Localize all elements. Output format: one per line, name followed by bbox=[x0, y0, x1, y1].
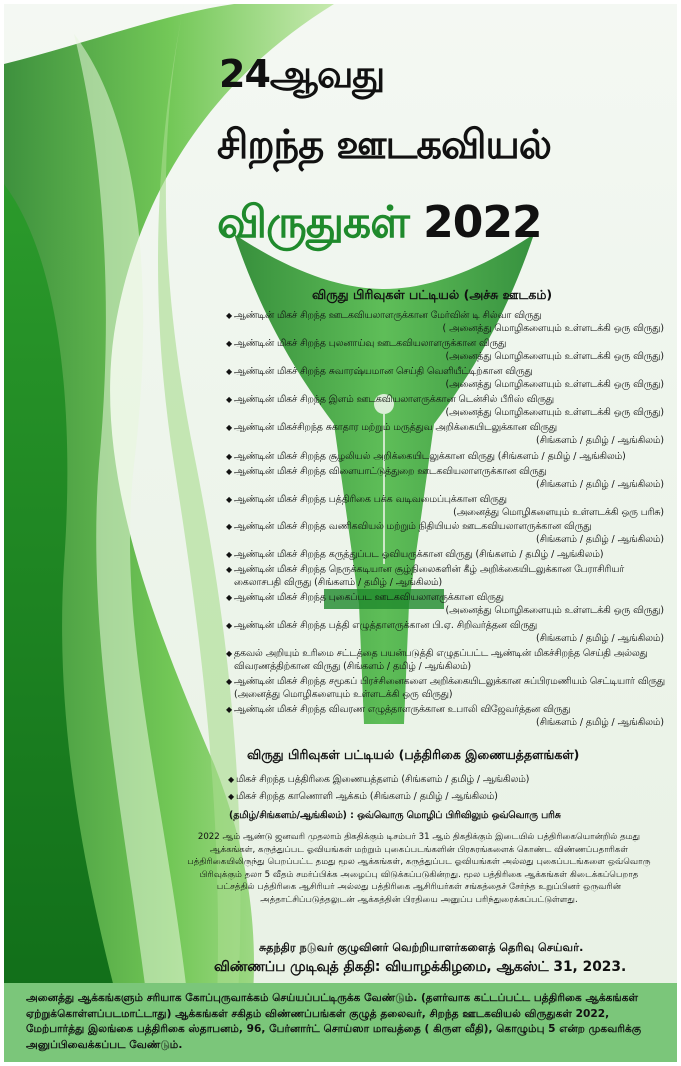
submission-paragraph: 2022 ஆம் ஆண்டு ஜனவரி முதலாம் திகதிக்கும் டிசம்பர் 31 ஆம் திகதிக்கும் இடையில் பத்திரிகையொன்றில் தமது ஆக்கங்கள், கருத்துப்பட ஓவியங்கள் மற்றும் புகைப்படங்களின் பிரசுரங்களைக் கொண்ட விண்ணப்பதாரிகள் பத்திரிகையிலிருந்து பெறப்பட்ட தமது மூல ஆக்கங்கள், கருத்துப்பட ஓவியங்கள் அல்லது புகைப்படங்களை ஒவ்வொரு பிரிவுக்கும் தலா 5 வீதம் சமர்ப்பிக்க அழைப்பு விடுக்கப்படுகின்றது. மூல பத்திரிகை ஆக்கங்கள் கிடைக்கப்பெறாத பட்சத்தில் பத்திரிகை ஆசிரியர் அல்லது பத்திரிகை ஆசிரியர்கள் சங்கத்தைச் சேர்ந்த உறுப்பினர் ஒருவரின் அத்தாட்சிப்படுத்தலுடன் ஆக்கத்தின் பிரதியை அனுப்ப பரிந்துரைக்கப்பட்டுள்ளது. bbox=[187, 832, 651, 905]
list-item: ◆ ஆண்டின் மிகச் சிறந்த பத்திரிகை பக்க வடிவமைப்புக்கான விருது (அனைத்து மொழிகளையும் உள்ளடக்கி ஒரு பரிசு) bbox=[226, 494, 664, 518]
list-item: ◆ ஆண்டின் மிகச் சிறந்த விளையாட்டுத்துறை ஊடகவியலாளருக்கான விருது (சிங்களம் / தமிழ் / ஆங்கிலம்) bbox=[226, 466, 664, 490]
list-item: ◆ தகவல் அறியும் உரிமை சட்டத்தை பயன்படுத்தி எழுதப்பட்ட ஆண்டின் மிகச்சிறந்த செய்தி அல்லது விவரணத்திற்கான விருது (சிங்களம் / தமிழ் / ஆங்கிலம்) bbox=[226, 648, 648, 672]
bullet-icon: ◆ bbox=[228, 792, 235, 801]
bullet-icon: ◆ bbox=[228, 775, 235, 784]
jury-statement: சுதந்திர நடுவர் குழுவினர் வெற்றியாளர்களைத் தெரிவு செய்வர். bbox=[259, 941, 584, 954]
list-item: ◆ ஆண்டின் மிகச் சிறந்த சூழலியல் அறிக்கையிடலுக்கான விருது (சிங்களம் / தமிழ் / ஆங்கிலம்) bbox=[226, 451, 626, 462]
print-media-heading: விருது பிரிவுகள் பட்டியல் (அச்சு ஊடகம்) bbox=[312, 287, 553, 302]
bullet-icon: ◆ bbox=[226, 649, 233, 658]
list-item: ◆ ஆண்டின் மிகச் சிறந்த நெருக்கடியான சூழ்நிலைகளின் கீழ் அறிக்கையிடலுக்கான பேராசிரியர் கைலாசபதி விருது (சிங்களம் / தமிழ் / ஆங்கிலம்) bbox=[226, 564, 625, 588]
bullet-icon: ◆ bbox=[226, 452, 233, 461]
list-item: ◆ ஆண்டின் மிகச் சிறந்த பத்தி எழுத்தாளருக்கான பி.ஏ. சிறிவர்த்தன விருது (சிங்களம் / தமிழ் / ஆங்கிலம்) bbox=[226, 620, 664, 644]
bullet-icon: ◆ bbox=[226, 550, 233, 559]
footer-banner bbox=[4, 983, 677, 1062]
list-item: ◆ மிகச் சிறந்த பத்திரிகை இணையத்தளம் (சிங்களம் / தமிழ் / ஆங்கிலம்) bbox=[228, 774, 530, 785]
bullet-icon: ◆ bbox=[226, 593, 233, 602]
bullet-icon: ◆ bbox=[226, 311, 233, 320]
list-item: ◆ ஆண்டின் மிகச் சிறந்த புலனாய்வு ஊடகவியலாளருக்கான விருது (அனைத்து மொழிகளையும் உள்ளடக்கி ஒரு விருது) bbox=[226, 338, 664, 362]
award-poster bbox=[4, 4, 677, 1062]
list-item: ◆ ஆண்டின் மிகச் சிறந்த புகைப்பட ஊடகவியலாளருக்கான விருது (அனைத்து மொழிகளையும் உள்ளடக்கி ஒரு விருது) bbox=[226, 592, 664, 616]
list-item: ◆ மிகச் சிறந்த காணொளி ஆக்கம் (சிங்களம் / தமிழ் / ஆங்கிலம்) bbox=[228, 791, 498, 802]
title-line-1: 24ஆவது bbox=[219, 52, 385, 96]
bullet-icon: ◆ bbox=[226, 705, 233, 714]
footer-text: அனைத்து ஆக்கங்களும் சரியாக கோப்புருவாக்கம் செய்யப்பட்டிருக்க வேண்டும். (தளர்வாக கட்டப்பட்ட பத்திரிகை ஆக்கங்கள் ஏற்றுக்கொள்ளப்படமாட்டாது) ஆக்கங்கள் சகிதம் விண்ணப்பங்கள் குழுத் தலைவர், சிறந்த ஊடகவியல் விருதுகள் 2022, மேற்பார்த்து இலங்கை பத்திரிகை ஸ்தாபனம், 96, பேர்னார்ட் சொய்ஸா மாவத்தை ( கிருள வீதி), கொழும்பு 5 என்ற முகவரிக்கு அனுப்பிவைக்கப்பட வேண்டும். bbox=[26, 992, 642, 1051]
bullet-icon: ◆ bbox=[226, 467, 233, 476]
list-item: ◆ ஆண்டின் மிகச் சிறந்த வணிகவியல் மற்றும் நிதியியல் ஊடகவியலாளருக்கான விருது (சிங்களம் / தமிழ் / ஆங்கிலம்) bbox=[226, 521, 664, 545]
list-item: ◆ ஆண்டின் மிகச் சிறந்த விவரண எழுத்தாளருக்கான உபாலி விஜேவர்த்தன விருது (சிங்களம் / தமிழ் / ஆங்கிலம்) bbox=[226, 704, 664, 728]
web-media-heading: விருது பிரிவுகள் பட்டியல் (பத்திரிகை இணையத்தளங்கள்) bbox=[247, 747, 580, 762]
bullet-icon: ◆ bbox=[226, 395, 233, 404]
title-line-3 bbox=[217, 197, 542, 254]
list-item: ◆ ஆண்டின் மிகச்சிறந்த சுகாதார மற்றும் மருத்துவ அறிக்கையிடலுக்கான விருது (சிங்களம் / தமிழ் / ஆங்கிலம்) bbox=[226, 422, 664, 446]
title-awards-word: விருதுகள் bbox=[217, 197, 409, 248]
bullet-icon: ◆ bbox=[226, 522, 233, 531]
list-item: ◆ ஆண்டின் மிகச் சிறந்த சமூகப் பிரச்சினைகளை அறிக்கையிடலுக்கான சுப்பிரமணியம் செட்டியார் விருது (அனைத்து மொழிகளையும் உள்ளடக்கி ஒரு விருது) bbox=[226, 676, 665, 700]
list-item: ◆ ஆண்டின் மிகச் சிறந்த இளம் ஊடகவியலாளருக்கான டென்சில் பீரிஸ் விருது (அனைத்து மொழிகளையும் உள்ளடக்கி ஒரு விருது) bbox=[226, 394, 664, 418]
list-item: ◆ ஆண்டின் மிகச் சிறந்த சுவாரஷ்யமான செய்தி வெளியீட்டிற்கான விருது (அனைத்து மொழிகளையும் உள்ளடக்கி ஒரு விருது) bbox=[226, 366, 664, 390]
bullet-icon: ◆ bbox=[226, 339, 233, 348]
title-line-2: சிறந்த ஊடகவியல் bbox=[217, 122, 551, 168]
bullet-icon: ◆ bbox=[226, 621, 233, 630]
list-item: ◆ ஆண்டின் மிகச் சிறந்த ஊடகவியலாளருக்கான மேர்வின் டி சில்வா விருது ( அனைத்து மொழிகளையும் உள்ளடக்கி ஒரு விருது) bbox=[226, 310, 664, 334]
bullet-icon: ◆ bbox=[226, 677, 233, 686]
language-note: (தமிழ்/சிங்களம்/ஆங்கிலம்) : ஒவ்வொரு மொழிப் பிரிவிலும் ஒவ்வொரு பரிசு bbox=[229, 810, 561, 821]
deadline-line: விண்ணப்ப முடிவுத் திகதி: வியாழக்கிழமை, ஆகஸ்ட் 31, 2023. bbox=[214, 959, 627, 975]
bullet-icon: ◆ bbox=[226, 495, 233, 504]
bullet-icon: ◆ bbox=[226, 423, 233, 432]
bullet-icon: ◆ bbox=[226, 565, 233, 574]
title-year: 2022 bbox=[408, 197, 542, 248]
list-item: ◆ ஆண்டின் மிகச் சிறந்த கருத்துப்பட ஓவியருக்கான விருது (சிங்களம் / தமிழ் / ஆங்கிலம்) bbox=[226, 549, 604, 560]
bullet-icon: ◆ bbox=[226, 367, 233, 376]
